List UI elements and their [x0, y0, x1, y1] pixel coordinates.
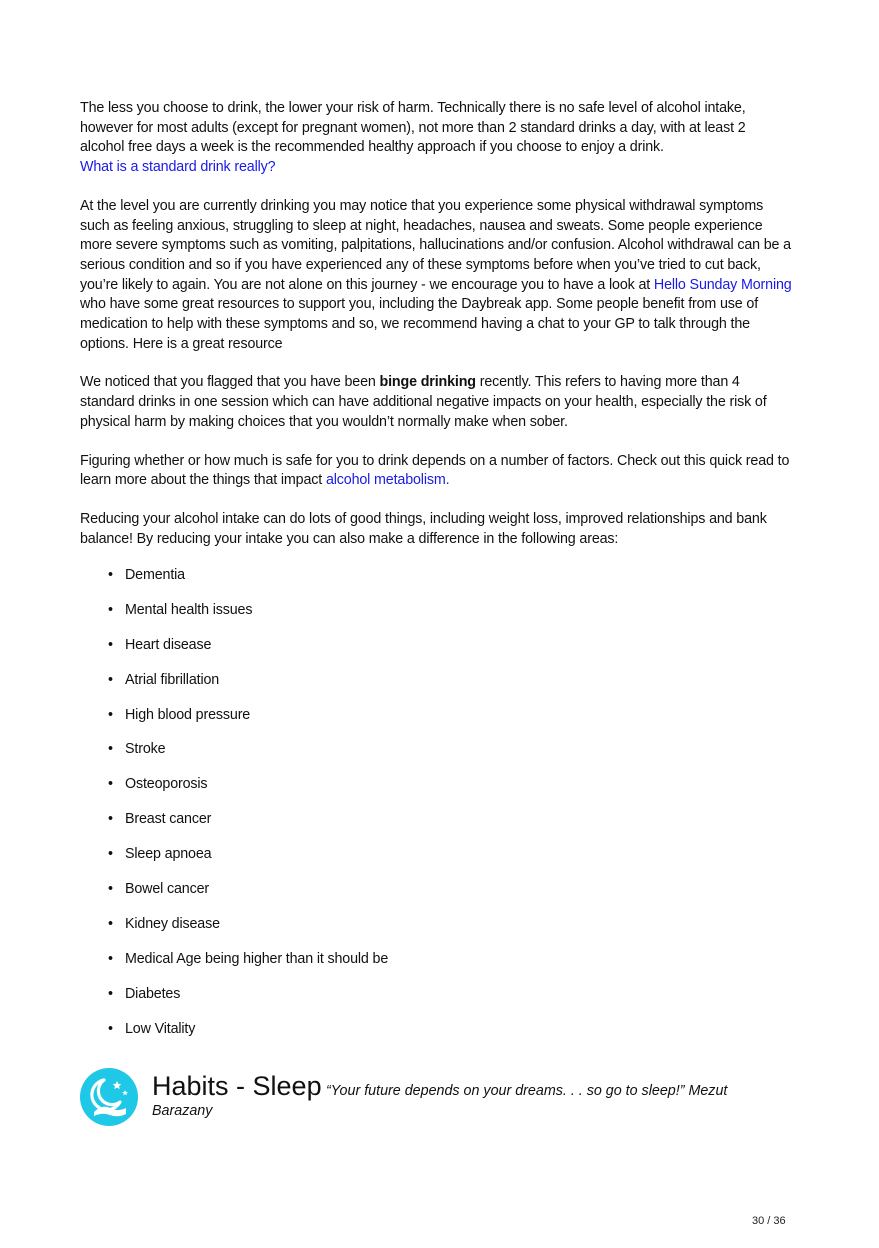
- bullet-icon: •: [108, 1020, 113, 1037]
- sleep-moon-icon: [80, 1068, 138, 1126]
- paragraph-text: who have some great resources to support you, including the Daybreak app. Some people benefit from use of medication to help with these symptoms and so, we recommend having a chat to your GP to talk through the options. Here is a great resource: [80, 296, 759, 352]
- bullet-icon: •: [108, 776, 113, 793]
- habits-title: Habits - Sleep: [152, 1071, 322, 1101]
- bullet-icon: •: [108, 950, 113, 967]
- bullet-icon: •: [108, 636, 113, 653]
- list-item: • Stroke: [108, 741, 166, 758]
- paragraph-text: We noticed that you flagged that you have been: [80, 374, 380, 391]
- habits-sleep-section: [80, 1066, 800, 1126]
- bullet-icon: •: [108, 881, 113, 898]
- paragraph-text: recently. This refers to having more than 4 standard drinks in one session which can have additional negative impacts on your health, especially the risk of physical harm by making choices that you wouldn’t normally make when sober.: [80, 374, 767, 430]
- page-number: 30 / 36: [752, 1215, 786, 1227]
- paragraph-safe-drinking: [80, 99, 792, 178]
- list-item: • Dementia: [108, 567, 185, 583]
- binge-drinking-term: binge drinking: [379, 374, 476, 391]
- paragraph-text: Figuring whether or how much is safe for you to drink depends on a number of factors. Check out this quick read to learn more about the things that impact: [80, 452, 790, 489]
- alcohol-metabolism-link[interactable]: alcohol metabolism.: [325, 472, 450, 489]
- bullet-icon: •: [108, 567, 113, 583]
- list-item: • Atrial fibrillation: [108, 671, 220, 688]
- list-item: • Sleep apnoea: [108, 846, 212, 863]
- paragraph-withdrawal: [80, 197, 792, 355]
- list-item: • Medical Age being higher than it should be: [108, 950, 389, 967]
- habits-quote-author: Barazany: [152, 1103, 213, 1119]
- standard-drink-link[interactable]: What is a standard drink really?: [80, 159, 276, 176]
- habits-quote: “Your future depends on your dreams. . . so go to sleep!” Mezut: [326, 1083, 728, 1099]
- bullet-icon: •: [108, 915, 113, 932]
- list-item: • High blood pressure: [108, 706, 251, 723]
- paragraph-text: The less you choose to drink, the lower your risk of harm. Technically there is no safe level of alcohol intake, however for most adults (except for pregnant women), not more than 2 standard drinks a day, with at least 2 alcohol free days a week is the recommended healthy approach if you choose to enjoy a drink.: [80, 100, 746, 156]
- bullet-icon: •: [108, 706, 113, 723]
- list-item: • Breast cancer: [108, 811, 212, 828]
- health-areas-list: [108, 565, 388, 1053]
- list-item: • Bowel cancer: [108, 881, 210, 898]
- list-item: • Mental health issues: [108, 601, 253, 618]
- bullet-icon: •: [108, 985, 113, 1002]
- paragraph-binge-drinking: [80, 373, 792, 432]
- list-item: • Osteoporosis: [108, 776, 208, 793]
- bullet-icon: •: [108, 741, 113, 758]
- paragraph-text: At the level you are currently drinking you may notice that you experience some physical withdrawal symptoms such as feeling anxious, struggling to sleep at night, headaches, nausea and sweats. Some people experience more severe symptoms such as vomiting, palpitations, hallucinations and/or confusion. Alcohol withdrawal can be a serious condition and so if you have experienced any of these symptoms before when you’ve tried to cut back, you’re likely to again. You are not alone on this journey - we encourage you to have a look at: [80, 197, 791, 293]
- bullet-icon: •: [108, 601, 113, 618]
- paragraph-benefits: [80, 510, 792, 549]
- main-content: [80, 99, 792, 568]
- list-item: • Heart disease: [108, 636, 212, 653]
- list-item: • Low Vitality: [108, 1020, 196, 1037]
- bullet-icon: •: [108, 811, 113, 828]
- bullet-icon: •: [108, 671, 113, 688]
- list-item: • Diabetes: [108, 985, 181, 1002]
- hello-sunday-morning-link[interactable]: Hello Sunday Morning: [653, 276, 792, 293]
- list-item: • Kidney disease: [108, 915, 220, 932]
- bullet-icon: •: [108, 846, 113, 863]
- paragraph-metabolism: [80, 452, 792, 491]
- habits-heading: [152, 1070, 792, 1120]
- paragraph-text: Reducing your alcohol intake can do lots of good things, including weight loss, improved relationships and bank balance! By reducing your intake you can also make a difference in the following areas:: [80, 510, 767, 547]
